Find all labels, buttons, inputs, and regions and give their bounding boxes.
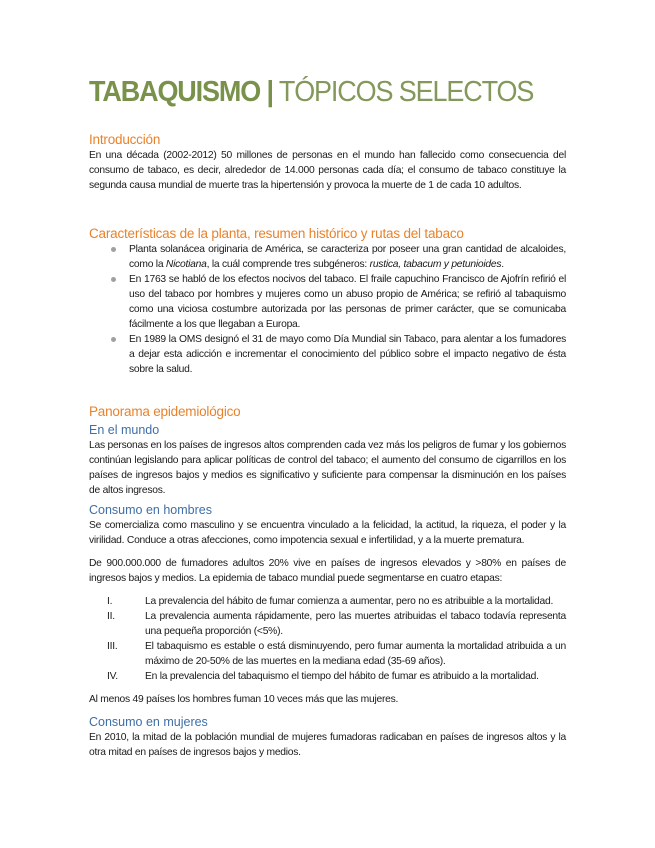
item-number: I. bbox=[107, 596, 113, 607]
list-item bbox=[107, 594, 566, 609]
bullet1-text-d: rustica, tabacum y petunioides bbox=[369, 259, 502, 270]
heading-introduccion: Introducción bbox=[89, 132, 161, 147]
mujeres-paragraph: En 2010, la mitad de la población mundial de mujeres fumadoras radicaban en países de ingresos altos y la otra mitad en países de ingresos bajos y medios. bbox=[89, 732, 566, 758]
title-sub: TÓPICOS SELECTOS bbox=[278, 76, 534, 108]
hombres-paragraph-2: De 900.000.000 de fumadores adultos 20% vive en países de ingresos elevados y >80% en países de ingresos bajos y medios. La epidemia de tabaco mundial puede segmentarse en cuatro etapas: bbox=[89, 558, 566, 584]
heading-consumo-hombres: Consumo en hombres bbox=[89, 503, 212, 517]
heading-panorama: Panorama epidemiológico bbox=[89, 404, 241, 419]
list-item bbox=[107, 669, 566, 684]
item-text: El tabaquismo es estable o está disminuyendo, pero fumar aumenta la mortalidad atribuida a un máximo de 20-50% de las muertes en la mediana edad (35-69 años). bbox=[145, 641, 566, 667]
hombres-paragraph-3: Al menos 49 países los hombres fuman 10 veces más que las mujeres. bbox=[89, 694, 399, 705]
heading-consumo-mujeres: Consumo en mujeres bbox=[89, 715, 208, 729]
item-text: En la prevalencia del tabaquismo el tiempo del hábito de fumar es atribuido a la mortalidad. bbox=[145, 671, 539, 682]
title-main: TABAQUISMO | bbox=[89, 76, 273, 108]
mundo-paragraph: Las personas en los países de ingresos altos comprenden cada vez más los peligros de fumar y los gobiernos continúan legislando para aplicar políticas de control del tabaco; el aumento del consumo de cigarrillos en los países de ingresos bajos y medios es significativo y suficiente para compensar la disminución en los países de altos ingresos. bbox=[89, 440, 566, 496]
etapas-list bbox=[89, 594, 566, 684]
item-text: La prevalencia aumenta rápidamente, pero las muertes atribuidas el tabaco todavía representa una pequeña proporción (<5%). bbox=[145, 611, 566, 637]
caracteristicas-list bbox=[89, 242, 566, 377]
heading-en-el-mundo: En el mundo bbox=[89, 423, 160, 437]
list-item bbox=[107, 639, 566, 669]
bullet1-text-a: Planta solanácea originaria de América, se caracteriza por poseer una gran cantidad de alcaloides, como la bbox=[129, 244, 566, 270]
item-text: La prevalencia del hábito de fumar comienza a aumentar, pero no es atribuible a la mortalidad. bbox=[145, 596, 554, 607]
heading-caracteristicas: Características de la planta, resumen histórico y rutas del tabaco bbox=[89, 226, 464, 241]
bullet1-text-c: , la cuál comprende tres subgéneros: bbox=[206, 259, 370, 270]
bullet1-text-e: . bbox=[501, 259, 504, 270]
list-item bbox=[107, 609, 566, 639]
intro-paragraph: En una década (2002-2012) 50 millones de personas en el mundo han fallecido como consecuencia del consumo de tabaco, es decir, alrededor de 14.000 personas cada día; el consumo de tabaco constituye la segunda causa mundial de muerte tras la hipertensión y provoca la muerte de 1 de cada 10 adultos. bbox=[89, 150, 566, 191]
list-item bbox=[129, 242, 566, 272]
bullet1-text-b: Nicotiana bbox=[165, 259, 207, 270]
item-number: II. bbox=[107, 611, 115, 622]
list-item: En 1989 la OMS designó el 31 de mayo como Día Mundial sin Tabaco, para alentar a los fumadores a dejar esta adicción e incrementar el conocimiento del público sobre el impacto negativo de ésta sobre la salud. bbox=[129, 334, 566, 375]
page-title bbox=[89, 72, 533, 112]
list-item: En 1763 se habló de los efectos nocivos del tabaco. El fraile capuchino Francisco de Ajofrín refirió el uso del tabaco por hombres y mujeres como un abuso propio de América; se refirió al tabaquismo como una viciosa costumbre autorizada por las personas de primer carácter, que se comunicaba fácilmente a los que llegaban a Europa. bbox=[129, 274, 566, 330]
item-number: IV. bbox=[107, 671, 118, 682]
hombres-paragraph-1: Se comercializa como masculino y se encuentra vinculado a la felicidad, la actitud, la riqueza, el poder y la virilidad. Conduce a otras afecciones, como impotencia sexual e infertilidad, y a la muerte prematura. bbox=[89, 520, 566, 546]
item-number: III. bbox=[107, 641, 118, 652]
